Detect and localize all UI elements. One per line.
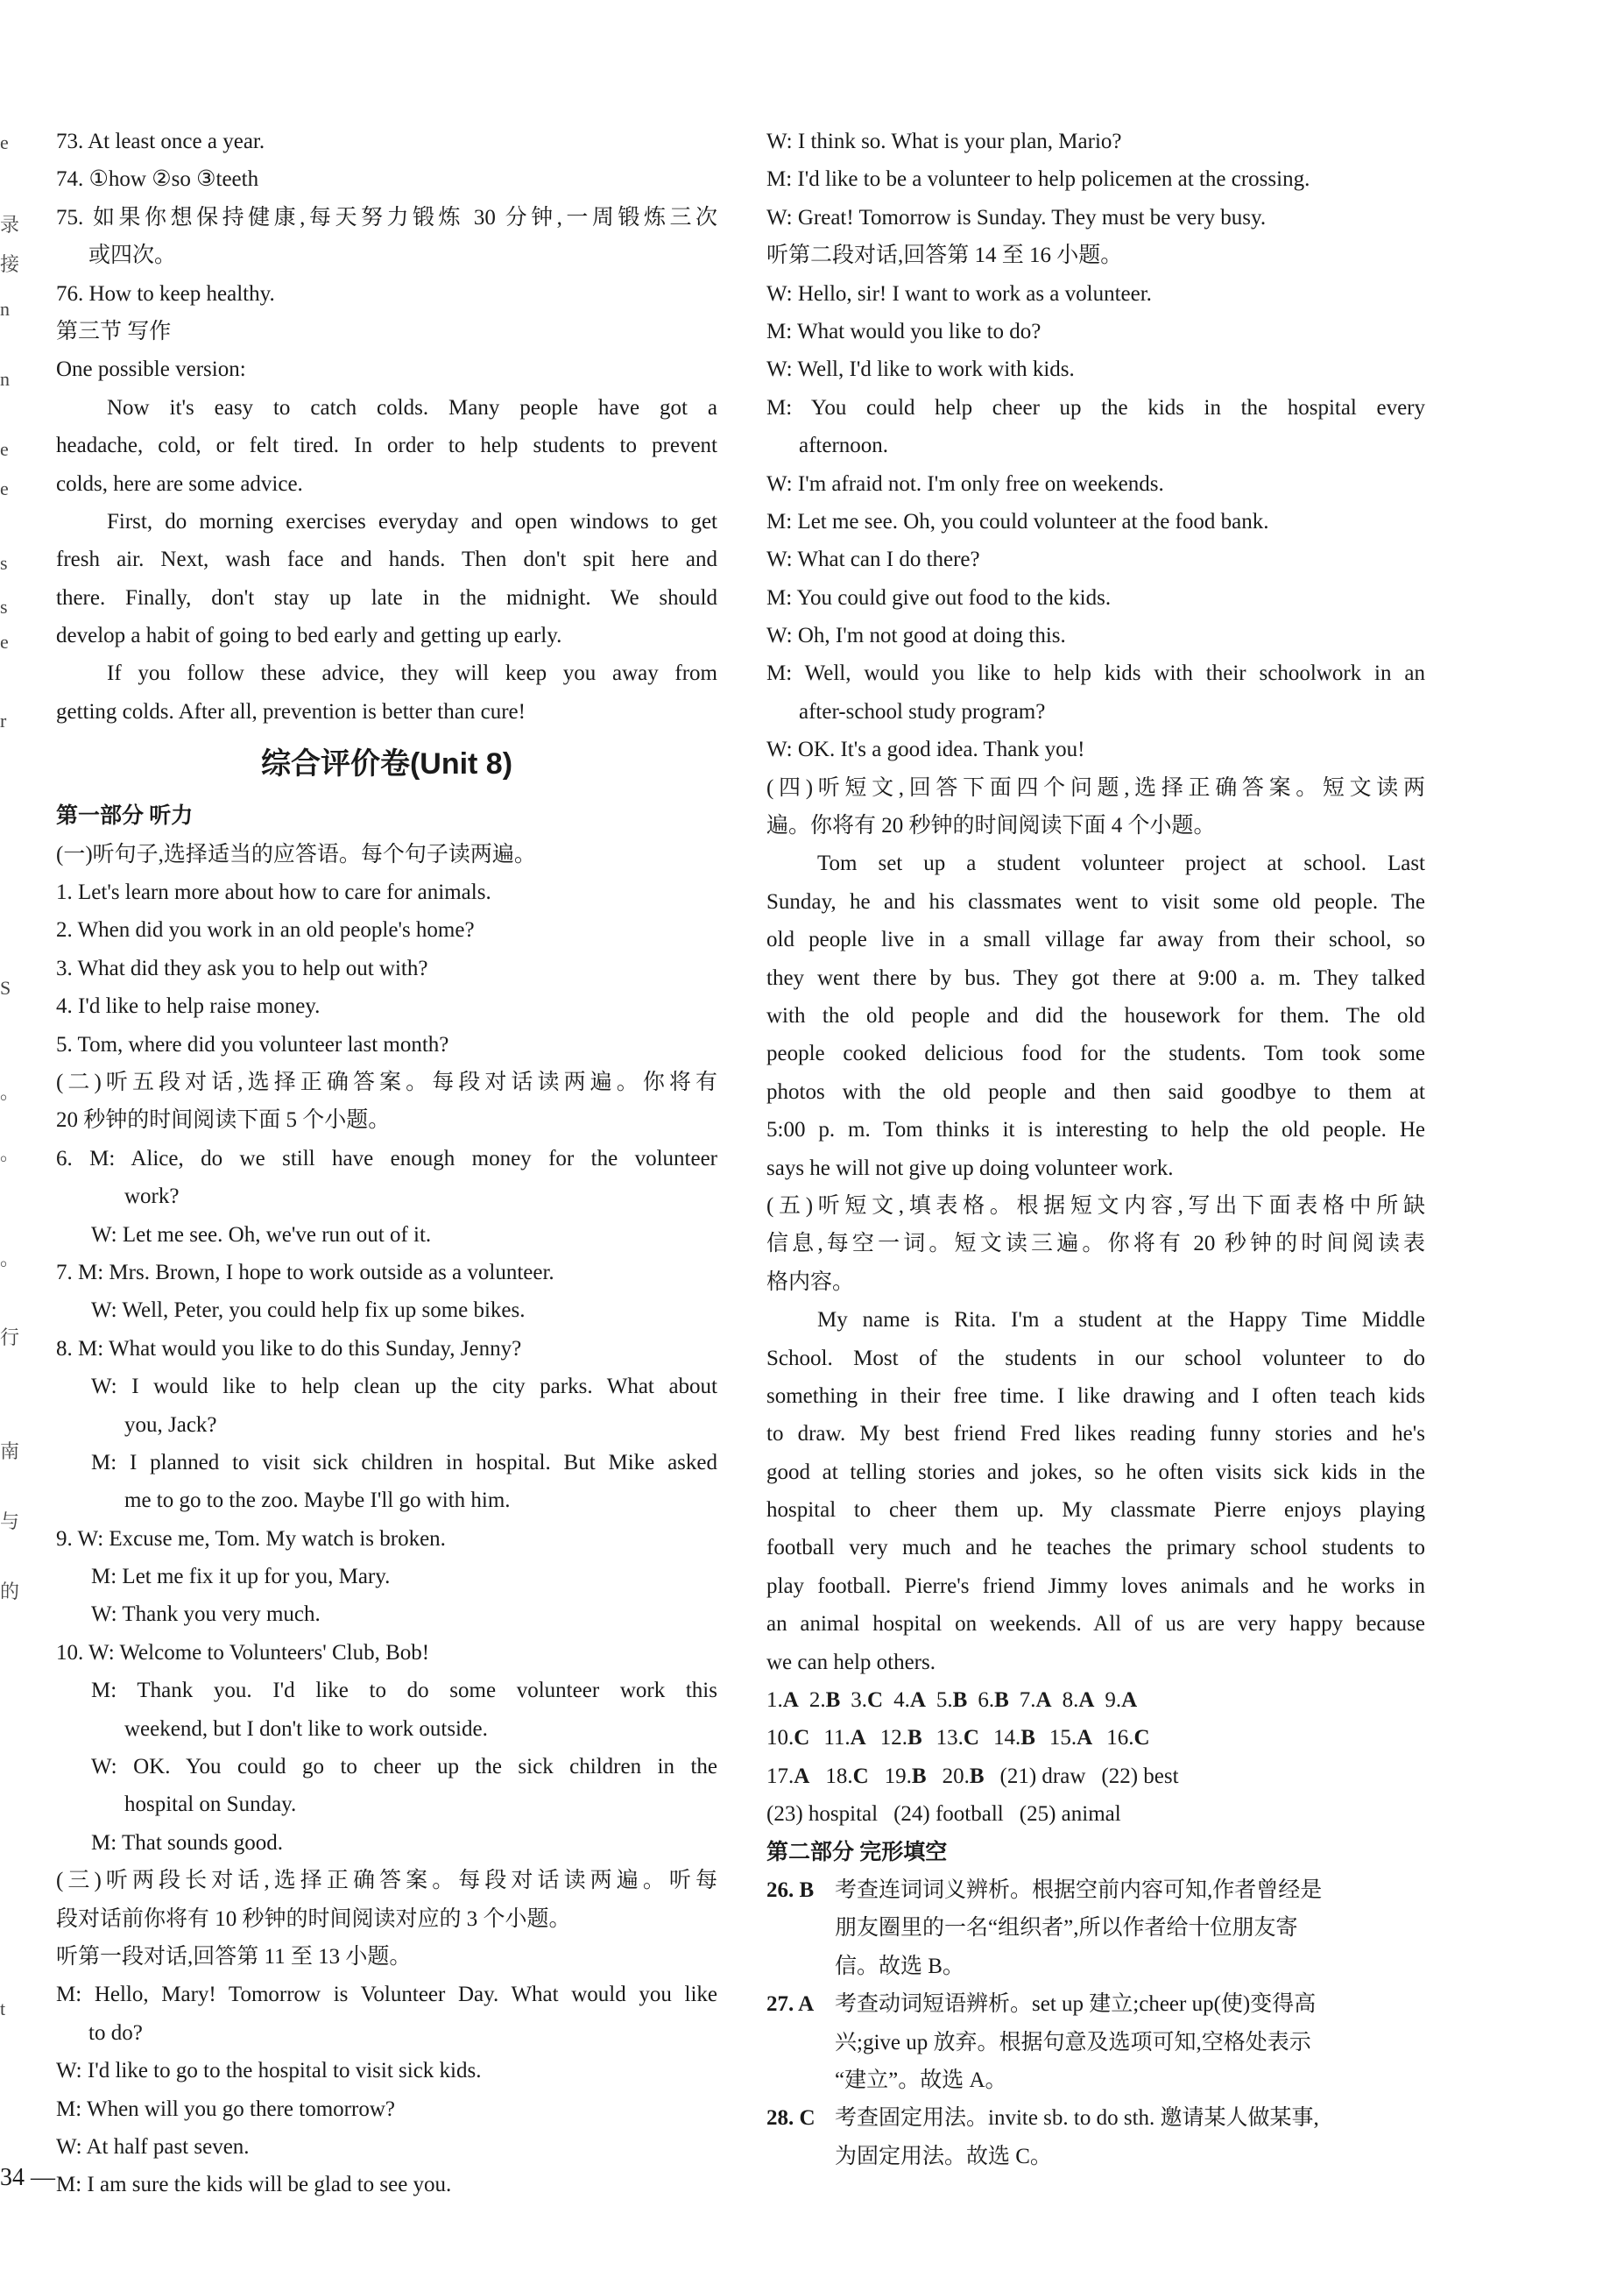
answer-number: 12. [879,1726,907,1750]
answer-item [766,1802,878,1826]
left-line: One possible version: [56,357,246,382]
left-line: W: Thank you very much. [91,1602,321,1627]
answer-value: football [935,1802,1004,1827]
margin-fragment: e [0,438,9,460]
answer-value: A [850,1726,866,1750]
answer-value: B [907,1726,922,1750]
answer-number: 17. [766,1764,794,1788]
left-line: 3. What did they ask you to help out with? [56,956,428,980]
answer-number: 5. [936,1688,953,1713]
answer-item [880,1726,922,1750]
right-line: My name is Rita. I'm a student at the Happy Time Middle [817,1308,1425,1333]
left-line: me to go to the zoo. Maybe I'll go with him. [124,1489,511,1513]
right-line: 格内容。 [766,1269,855,1294]
left-line: 4. I'd like to help raise money. [56,994,321,1019]
margin-fragment: e [0,131,9,153]
answer-item [993,1726,1035,1750]
answer-item [1049,1726,1092,1750]
right-line: W: Hello, sir! I want to work as a volunteer. [766,281,1152,306]
left-line: 听第一段对话,回答第 11 至 13 小题。 [56,1944,412,1969]
answer-number: 18. [825,1764,853,1788]
answer-number: 7. [1019,1688,1036,1713]
right-line: play football. Pierre's friend Jimmy loves animals and he works in [766,1573,1425,1598]
answer-value: A [782,1688,799,1713]
answer-number: (23) [766,1802,803,1827]
part2-heading: 第二部分 完形填空 [766,1840,948,1864]
answer-item [823,1726,865,1750]
left-line: W: At half past seven. [56,2134,250,2159]
left-line: First, do morning exercises everyday and open windows to get [107,509,717,534]
right-line: Tom set up a student volunteer project at school. Last [817,852,1425,876]
margin-fragment: 接 [0,253,20,275]
right-line: M: You could help cheer up the kids in the hospital every [766,395,1425,420]
left-line: M: That sounds good. [91,1830,283,1855]
answer-value: A [794,1764,810,1788]
cloze-explanations [766,1871,1425,2175]
right-line: M: What would you like to do? [766,319,1041,343]
right-line: M: Let me see. Oh, you could volunteer at the food bank. [766,509,1269,534]
left-line: 10. W: Welcome to Volunteers' Club, Bob! [56,1640,430,1665]
cloze-line [766,2099,1425,2137]
answer-item [766,1726,809,1750]
answer-value: hospital [808,1802,879,1827]
cloze-number: 27. A [766,1992,815,2017]
right-line: with the old people and did the housework for them. The old [766,1003,1425,1028]
answer-item [893,1688,926,1712]
answer-value: A [1121,1688,1138,1713]
right-line: afternoon. [799,434,889,458]
left-line: getting colds. After all, prevention is better than cure! [56,699,526,724]
cloze-line [766,1871,1425,1909]
margin-fragment: 。 [0,1081,20,1103]
right-line: an animal hospital on weekends. All of us are very happy because [766,1612,1425,1637]
page-number: 34 — [0,2164,55,2191]
right-line: football very much and he teaches the primary school students to [766,1536,1425,1560]
answer-number: (25) [1019,1802,1056,1827]
section-title: 综合评价卷(Unit 8) [260,747,513,781]
answer-number: 2. [808,1688,826,1713]
answer-row [766,1681,1425,1719]
left-line: to do? [88,2020,143,2045]
answer-number: 4. [893,1688,910,1713]
left-column [56,123,717,2204]
answer-key [766,1681,1425,1834]
cloze-number: 26. B [766,1877,815,1902]
margin-fragment: 。 [0,1248,20,1269]
answer-item [1101,1764,1178,1788]
left-line: M: I planned to visit sick children in hospital. But Mike asked [91,1450,717,1474]
cloze-text: 考查固定用法。invite sb. to do sth. 邀请某人做某事, [835,2106,1319,2131]
left-line: 73. At least once a year. [56,130,265,153]
answer-number: 19. [884,1764,912,1788]
answer-item [936,1688,967,1712]
left-line: W: I'd like to go to the hospital to visit sick kids. [56,2059,482,2083]
answer-value: B [911,1764,927,1788]
left-line: 段对话前你将有 10 秒钟的时间阅读对应的 3 个小题。 [56,1906,571,1931]
answer-item [943,1764,985,1788]
cloze-text: 考查动词短语辨析。set up 建立;cheer up(使)变得高 [835,1992,1317,2017]
answer-number: 3. [851,1688,867,1713]
cloze-line [766,1985,1425,2023]
answer-number: 13. [936,1726,964,1750]
right-line: 5:00 p. m. Tom thinks it is interesting to help the old people. He [766,1118,1425,1142]
right-line: we can help others. [766,1650,936,1674]
right-line: W: OK. It's a good idea. Thank you! [766,738,1085,762]
right-line: W: Oh, I'm not good at doing this. [766,624,1066,648]
answer-item [1106,1726,1149,1750]
answer-row [766,1757,1425,1795]
right-line: hospital to cheer them up. My classmate Pierre enjoys playing [766,1498,1425,1523]
answer-number: 9. [1105,1688,1122,1713]
left-line: 2. When did you work in an old people's home? [56,918,475,943]
cloze-line [766,2061,1425,2099]
right-line: W: I think so. What is your plan, Mario? [766,130,1122,153]
left-line: (一)听句子,选择适当的应答语。每个句子读两遍。 [56,842,536,866]
right-line: M: I'd like to be a volunteer to help policemen at the crossing. [766,167,1310,192]
answer-row [766,1719,1425,1757]
left-line: M: I am sure the kids will be glad to see you. [56,2173,452,2197]
answer-row [766,1795,1425,1833]
margin-fragment: e [0,631,9,653]
cloze-text: 考查连词词义辨析。根据空前内容可知,作者曾经是 [835,1877,1323,1902]
right-line: (四)听短文,回答下面四个问题,选择正确答案。短文读两 [766,775,1425,800]
answer-item [766,1688,799,1712]
answer-item [1020,1802,1121,1826]
left-line: 5. Tom, where did you volunteer last month? [56,1032,449,1057]
margin-fragment: 。 [0,1142,20,1164]
left-line: 第三节 写作 [56,319,172,343]
right-line: something in their free time. I like drawing and I often teach kids [766,1383,1425,1408]
left-line: M: Hello, Mary! Tomorrow is Volunteer Day. What would you like [56,1983,717,2007]
answer-value: C [794,1726,810,1750]
answer-number: 20. [942,1764,970,1788]
left-line: 7. M: Mrs. Brown, I hope to work outside as a volunteer. [56,1260,554,1284]
answer-number: 11. [823,1726,851,1750]
right-line: after-school study program? [799,699,1046,724]
left-line: W: OK. You could go to cheer up the sick children in the [91,1755,717,1779]
margin-fragment: 行 [0,1326,20,1348]
answer-value: A [1078,1688,1095,1713]
right-line: 听第二段对话,回答第 14 至 16 小题。 [766,244,1123,268]
answer-item [809,1688,840,1712]
answer-value: B [952,1688,968,1713]
answer-item [1105,1688,1137,1712]
right-line: says he will not give up doing volunteer work. [766,1156,1174,1180]
left-line: 6. M: Alice, do we still have enough money for the volunteer [56,1146,717,1170]
left-line: W: I would like to help clean up the city parks. What about [91,1375,717,1399]
left-line: 1. Let's learn more about how to care for animals. [56,880,491,905]
left-line: (三)听两段长对话,选择正确答案。每段对话读两遍。听每 [56,1869,717,1893]
answer-item [766,1764,809,1788]
left-line: M: When will you go there tomorrow? [56,2097,395,2121]
margin-fragment: n [0,368,10,390]
left-line: 或四次。 [88,244,177,268]
left-line: 9. W: Excuse me, Tom. My watch is broken. [56,1526,446,1551]
right-line: W: Well, I'd like to work with kids. [766,357,1075,382]
answer-value: C [867,1688,884,1713]
left-line: 20 秒钟的时间阅读下面 5 个小题。 [56,1108,391,1133]
cloze-text: “建立”。故选 A。 [835,2068,1007,2092]
margin-fragment: 录 [0,214,20,236]
right-line: 遍。你将有 20 秒钟的时间阅读下面 4 个小题。 [766,814,1216,838]
answer-item [851,1688,883,1712]
margin-fragment: 南 [0,1440,20,1462]
left-line: M: Let me fix it up for you, Mary. [91,1565,391,1589]
answer-number: (21) [999,1764,1037,1788]
right-line: School. Most of the students in our school volunteer to do [766,1346,1425,1370]
left-line: there. Finally, don't stay up late in the midnight. We should [56,585,717,610]
margin-fragment: e [0,477,9,499]
right-column [766,123,1425,2175]
cloze-number: 28. C [766,2106,816,2131]
left-line: 75. 如果你想保持健康,每天努力锻炼 30 分钟,一周锻炼三次 [56,205,717,230]
answer-value: A [1035,1688,1052,1713]
answer-item [936,1726,979,1750]
left-line: work? [124,1184,180,1209]
left-line: headache, cold, or felt tired. In order to help students to prevent [56,434,717,458]
right-column-text [766,123,1425,1681]
cloze-line [766,1948,1425,1985]
answer-value: draw [1041,1764,1086,1788]
cloze-line [766,2138,1425,2175]
answer-value: C [963,1726,979,1750]
answer-value: B [994,1688,1009,1713]
left-line: W: Well, Peter, you could help fix up some bikes. [91,1298,526,1323]
left-line: 第一部分 听力 [56,804,194,829]
margin-fragment: n [0,298,10,320]
margin-fragment: s [0,596,8,618]
answer-value: B [825,1688,841,1713]
right-line: W: Great! Tomorrow is Sunday. They must be very busy. [766,205,1267,230]
answer-number: 15. [1049,1726,1077,1750]
right-line: (五)听短文,填表格。根据短文内容,写出下面表格中所缺 [766,1193,1425,1218]
answer-item [893,1802,1004,1826]
left-line: M: Thank you. I'd like to do some volunteer work this [91,1679,717,1703]
cloze-line [766,1909,1425,1947]
cloze-text: 朋友圈里的一名“组织者”,所以作者给十位朋友寄 [835,1916,1298,1941]
answer-value: best [1143,1764,1179,1788]
left-line: 8. M: What would you like to do this Sunday, Jenny? [56,1336,522,1361]
answer-value: C [1133,1726,1150,1750]
margin-fragment: r [0,710,7,732]
answer-number: (22) [1101,1764,1139,1788]
margin-fragment: 的 [0,1580,20,1602]
right-line: old people live in a small village far away from their school, so [766,928,1425,952]
right-line: W: I'm afraid not. I'm only free on weekends. [766,471,1164,496]
right-line: people cooked delicious food for the students. Tom took some [766,1042,1425,1066]
left-line: colds, here are some advice. [56,471,303,496]
right-line: to draw. My best friend Fred likes reading funny stories and he's [766,1422,1425,1446]
right-line: M: You could give out food to the kids. [766,585,1112,610]
left-line: develop a habit of going to bed early and getting up early. [56,624,562,648]
left-line: weekend, but I don't like to work outside. [124,1716,488,1741]
right-line: 信息,每空一词。短文读三遍。你将有 20 秒钟的时间阅读表 [766,1232,1425,1256]
left-line: If you follow these advice, they will keep you away from [107,661,717,686]
answer-number: 10. [766,1726,794,1750]
answer-value: C [852,1764,869,1788]
margin-fragment: 与 [0,1510,20,1532]
right-line: W: What can I do there? [766,548,980,572]
left-margin-fragments [0,0,20,2277]
left-line: you, Jack? [124,1412,217,1437]
answer-item [1020,1688,1052,1712]
left-line: 74. ①how ②so ③teeth [56,167,259,192]
left-line: Now it's easy to catch colds. Many people have got a [107,395,717,420]
answer-number: 6. [978,1688,995,1713]
answer-item [978,1688,1008,1712]
answer-item [885,1764,927,1788]
answer-number: 16. [1106,1726,1134,1750]
right-line: they went there by bus. They got there at 9:00 a. m. They talked [766,965,1425,990]
left-line: 76. How to keep healthy. [56,281,275,306]
answer-value: B [969,1764,985,1788]
answer-value: A [1077,1726,1093,1750]
answer-number: (24) [893,1802,930,1827]
cloze-text: 兴;give up 放弃。根据句意及选项可知,空格处表示 [835,2030,1311,2054]
answer-value: A [909,1688,926,1713]
right-line: M: Well, would you like to help kids with their schoolwork in an [766,661,1425,686]
answer-value: animal [1061,1802,1121,1827]
right-line: Sunday, he and his classmates went to visit some old people. The [766,889,1425,914]
answer-number: 14. [992,1726,1021,1750]
margin-fragment: S [0,977,11,999]
right-line: good at telling stories and jokes, so he often visits sick kids in the [766,1460,1425,1484]
cloze-text: 为固定用法。故选 C。 [835,2144,1052,2168]
left-line: hospital on Sunday. [124,1793,297,1817]
answer-item [1063,1688,1095,1712]
cloze-text: 信。故选 B。 [835,1954,964,1978]
answer-value: B [1020,1726,1035,1750]
left-line: W: Let me see. Oh, we've run out of it. [91,1222,432,1247]
left-line: (二)听五段对话,选择正确答案。每段对话读两遍。你将有 [56,1070,717,1094]
answer-item [1000,1764,1086,1788]
answer-number: 1. [766,1688,783,1713]
answer-item [825,1764,868,1788]
cloze-line [766,2024,1425,2061]
margin-fragment: s [0,552,8,574]
right-line: photos with the old people and then said goodbye to them at [766,1079,1425,1104]
margin-fragment: t [0,1998,6,2019]
left-line: fresh air. Next, wash face and hands. Then don't spit here and [56,548,717,572]
answer-number: 8. [1062,1688,1079,1713]
